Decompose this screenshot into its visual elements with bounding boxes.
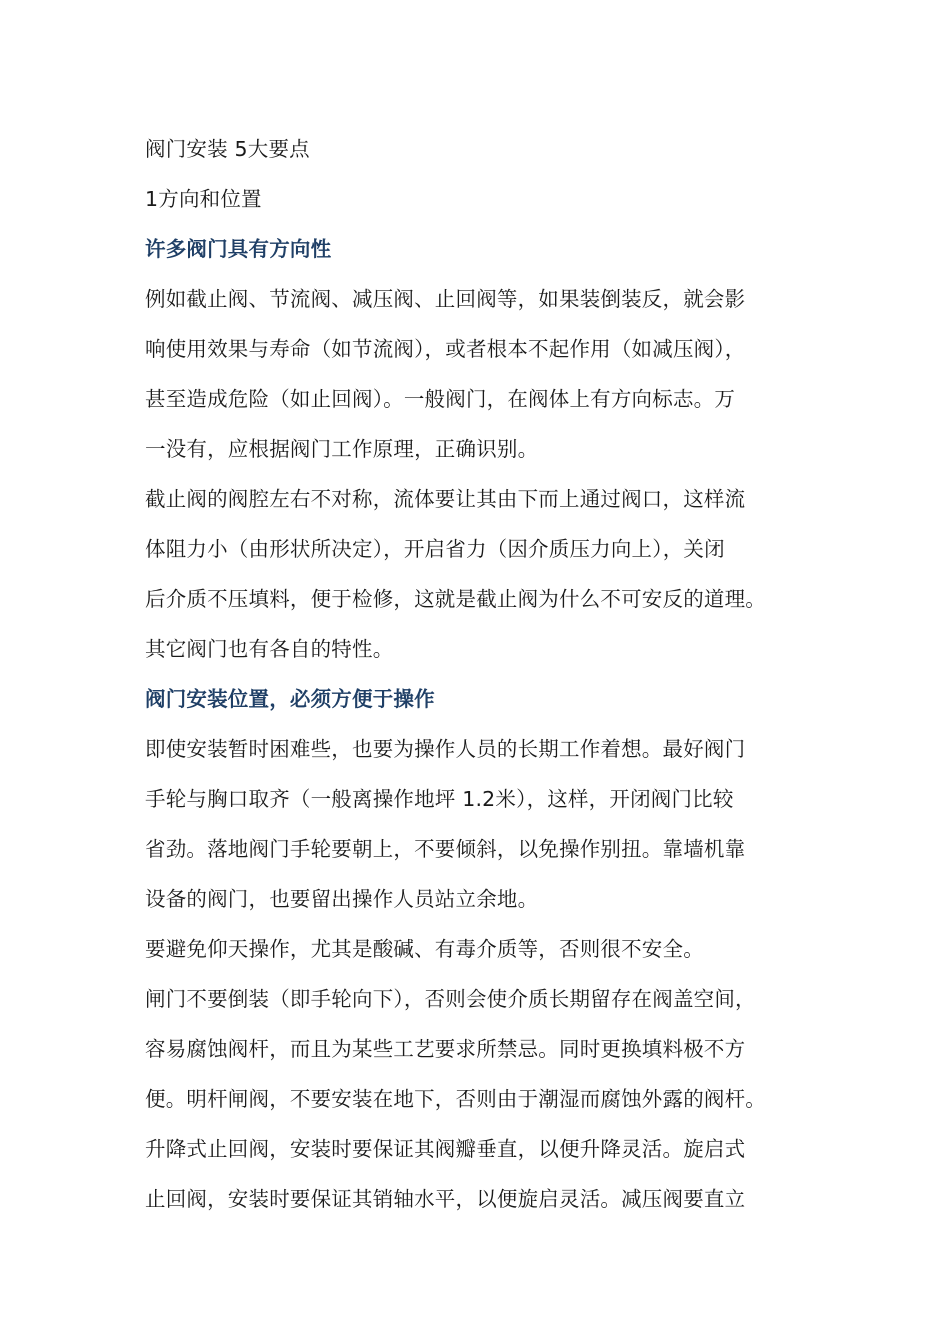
paragraph-line: 其它阀门也有各自的特性。 — [145, 637, 394, 661]
paragraph-line: 要避免仰天操作，尤其是酸碱、有毒介质等，否则很不安全。 — [145, 937, 704, 961]
paragraph-line: 升降式止回阀，安装时要保证其阀瓣垂直，以便升降灵活。旋启式 — [145, 1137, 746, 1161]
paragraph-line: 甚至造成危险（如止回阀）。一般阀门，在阀体上有方向标志。万 — [145, 387, 736, 411]
paragraph-line: 例如截止阀、节流阀、减压阀、止回阀等，如果装倒装反，就会影 — [145, 287, 746, 311]
paragraph-line: 一没有，应根据阀门工作原理，正确识别。 — [145, 437, 539, 461]
subheading-position: 阀门安装位置，必须方便于操作 — [145, 687, 435, 711]
paragraph-line: 止回阀，安装时要保证其销轴水平，以便旋启灵活。减压阀要直立 — [145, 1187, 746, 1211]
paragraph-line: 即使安装暂时困难些，也要为操作人员的长期工作着想。最好阀门 — [145, 737, 746, 761]
paragraph-line: 省劲。落地阀门手轮要朝上，不要倾斜，以免操作别扭。靠墙机靠 — [145, 837, 746, 861]
paragraph-line: 手轮与胸口取齐（一般离操作地坪 1.2米），这样，开闭阀门比较 — [145, 787, 734, 811]
section-heading: 1方向和位置 — [145, 187, 262, 211]
paragraph-line: 便。明杆闸阀，不要安装在地下，否则由于潮湿而腐蚀外露的阀杆。 — [145, 1087, 766, 1111]
paragraph-line: 截止阀的阀腔左右不对称，流体要让其由下而上通过阀口，这样流 — [145, 487, 746, 511]
paragraph-line: 体阻力小（由形状所决定），开启省力（因介质压力向上），关闭 — [145, 537, 725, 561]
document-title: 阀门安装 5大要点 — [145, 137, 310, 161]
paragraph-line: 闸门不要倒装（即手轮向下），否则会使介质长期留存在阀盖空间， — [145, 987, 756, 1011]
paragraph-line: 后介质不压填料，便于检修，这就是截止阀为什么不可安反的道理。 — [145, 587, 766, 611]
paragraph-line: 响使用效果与寿命（如节流阀），或者根本不起作用（如减压阀）， — [145, 337, 746, 361]
document-page — [145, 124, 835, 1224]
paragraph-line: 容易腐蚀阀杆，而且为某些工艺要求所禁忌。同时更换填料极不方 — [145, 1037, 746, 1061]
subheading-direction: 许多阀门具有方向性 — [145, 237, 332, 261]
paragraph-line: 设备的阀门，也要留出操作人员站立余地。 — [145, 887, 539, 911]
